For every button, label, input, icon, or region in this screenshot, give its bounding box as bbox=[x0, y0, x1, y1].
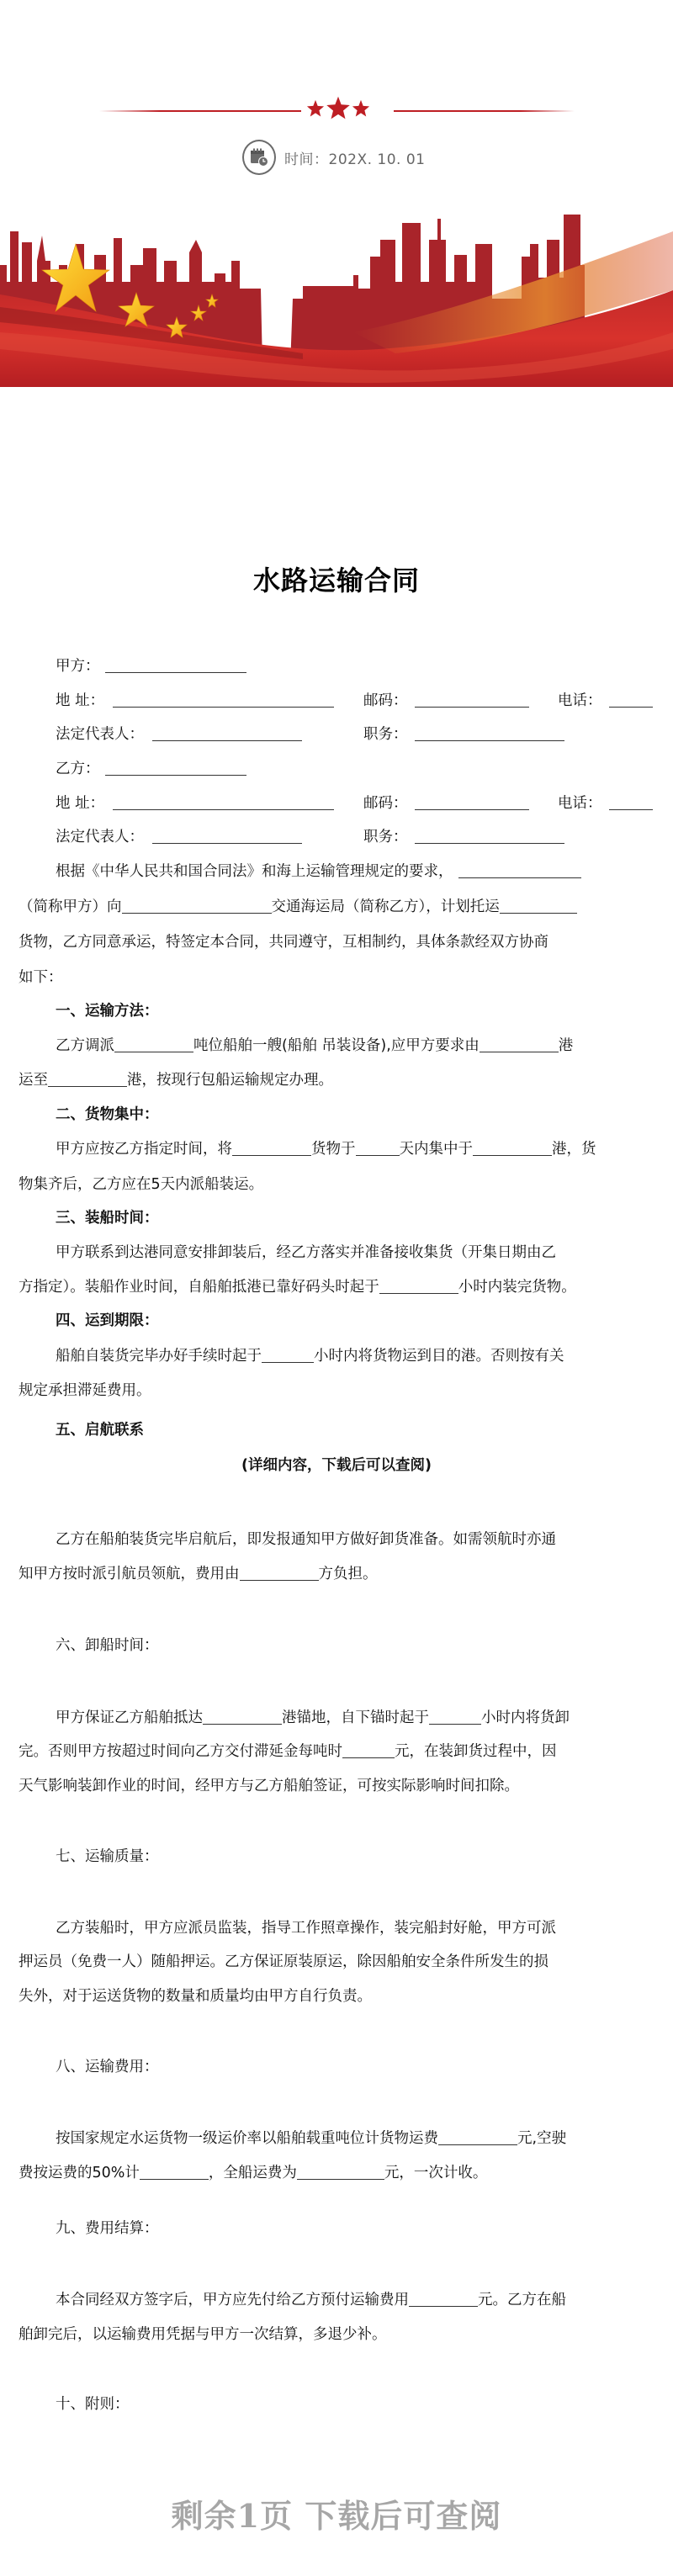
party-b-rep-row bbox=[56, 827, 302, 847]
party-a-position-label: 职务： bbox=[363, 726, 408, 743]
party-a-position-row bbox=[363, 724, 564, 745]
section-text: ，全船运费为 bbox=[208, 2165, 297, 2181]
banner-skyline-image bbox=[0, 215, 673, 387]
party-b-phone-row bbox=[558, 793, 653, 814]
divider-line-right bbox=[394, 110, 575, 112]
section-6-heading: 六、卸船时间： bbox=[56, 1637, 159, 1654]
section-text: 按国家规定水运货物一级运价率以船舶载重吨位计货物运费 bbox=[56, 2130, 438, 2147]
section-8-line-1 bbox=[56, 2128, 566, 2149]
party-b-zip-blank[interactable] bbox=[415, 794, 529, 810]
section-7-line-1: 乙方装船时，甲方应派员监装，指导工作照章操作，装完船封好舱，甲方可派 bbox=[56, 1920, 556, 1937]
section-6-line-1 bbox=[56, 1708, 570, 1728]
blank-field[interactable] bbox=[438, 2129, 517, 2145]
section-10-heading: 十、附则： bbox=[56, 2396, 130, 2413]
party-a-address-row bbox=[56, 691, 334, 711]
date-row bbox=[242, 138, 425, 177]
section-text: 港，按现行包船运输规定办理。 bbox=[127, 1072, 333, 1089]
blank-field[interactable] bbox=[480, 1036, 559, 1052]
section-1-line-2 bbox=[19, 1070, 333, 1090]
party-b-zip-row bbox=[363, 793, 529, 814]
blank-field[interactable] bbox=[140, 2164, 209, 2180]
party-a-rep-blank[interactable] bbox=[152, 725, 302, 741]
section-text: 乙方调派 bbox=[56, 1037, 114, 1054]
section-text: 甲方保证乙方船舶抵达 bbox=[56, 1709, 203, 1726]
party-b-position-blank[interactable] bbox=[415, 828, 564, 844]
section-3-line-1: 甲方联系到达港同意安排卸装后，经乙方落实并准备接收集货（开集日期由乙 bbox=[56, 1244, 556, 1261]
party-b-position-row bbox=[363, 827, 564, 847]
party-a-name-label: 甲方： bbox=[56, 658, 100, 675]
blank-field[interactable] bbox=[342, 1742, 395, 1758]
party-b-address-row bbox=[56, 793, 334, 814]
party-a-name-row bbox=[56, 656, 246, 676]
party-a-address-label: 地 址： bbox=[56, 692, 105, 709]
intro-line-1 bbox=[56, 861, 581, 882]
intro-line-2 bbox=[19, 897, 577, 917]
section-text: 完。否则甲方按超过时间向乙方交付滞延金每吨时 bbox=[19, 1743, 342, 1760]
party-b-phone-label: 电话： bbox=[558, 795, 602, 812]
party-a-zip-row bbox=[363, 691, 529, 711]
intro-line-4: 如下： bbox=[19, 969, 63, 986]
section-4-line-2: 规定承担滞延费用。 bbox=[19, 1382, 151, 1399]
section-text: 元,空驶 bbox=[517, 2130, 567, 2147]
blank-field[interactable] bbox=[473, 1140, 552, 1156]
intro-text: 交通海运局（简称乙方），计划托运 bbox=[271, 898, 500, 915]
party-a-phone-label: 电话： bbox=[558, 692, 602, 709]
party-b-address-label: 地 址： bbox=[56, 795, 105, 812]
intro-text: （简称甲方）向 bbox=[19, 898, 122, 915]
document-title: 水路运输合同 bbox=[252, 564, 420, 596]
section-text: 甲方应按乙方指定时间，将 bbox=[56, 1141, 232, 1158]
section-text: 方负担。 bbox=[318, 1566, 378, 1582]
party-a-zip-label: 邮码： bbox=[363, 692, 408, 709]
party-b-name-label: 乙方： bbox=[56, 761, 100, 777]
blank-field[interactable] bbox=[297, 2164, 384, 2180]
section-2-line-2: 物集齐后，乙方应在5天内派船装运。 bbox=[19, 1176, 264, 1193]
star-icon bbox=[326, 94, 351, 122]
party-b-phone-blank[interactable] bbox=[609, 794, 653, 810]
party-a-position-blank[interactable] bbox=[415, 725, 564, 741]
section-9-line-1 bbox=[56, 2290, 566, 2310]
section-text: 吨位船舶一艘(船舶 吊装设备),应甲方要求由 bbox=[193, 1037, 480, 1054]
section-3-line-2 bbox=[19, 1277, 576, 1297]
party-a-phone-blank[interactable] bbox=[609, 692, 653, 708]
section-6-line-2 bbox=[19, 1741, 557, 1762]
party-a-rep-label: 法定代表人： bbox=[56, 726, 144, 743]
section-7-line-3: 失外，对于运送货物的数量和质量均由甲方自行负责。 bbox=[19, 1988, 372, 2005]
section-text: 运至 bbox=[19, 1072, 48, 1089]
section-1-line-1 bbox=[56, 1036, 573, 1056]
blank-field[interactable] bbox=[262, 1347, 314, 1363]
section-text: 小时内装完货物。 bbox=[458, 1279, 576, 1296]
section-text: 船舶自装货完毕办好手续时起于 bbox=[56, 1348, 262, 1365]
intro-text: 根据《中华人民共和国合同法》和海上运输管理规定的要求， bbox=[56, 863, 453, 880]
blank-field[interactable] bbox=[500, 898, 577, 914]
star-icon bbox=[352, 99, 370, 118]
party-a-name-blank[interactable] bbox=[105, 657, 246, 673]
blank-field[interactable] bbox=[114, 1036, 193, 1052]
blank-field[interactable] bbox=[379, 1278, 458, 1294]
section-5-line-1: 乙方在船舶装货完毕启航后，即发报通知甲方做好卸货准备。如需领航时亦通 bbox=[56, 1531, 556, 1548]
section-8-heading: 八、运输费用： bbox=[56, 2059, 159, 2075]
section-text: 港，货 bbox=[552, 1141, 596, 1158]
party-b-name-blank[interactable] bbox=[105, 760, 246, 776]
section-5-line-2 bbox=[19, 1564, 378, 1584]
party-a-phone-row bbox=[558, 691, 653, 711]
section-text: 知甲方按时派引航员领航，费用由 bbox=[19, 1566, 240, 1582]
date-text: 时间：202X. 10. 01 bbox=[284, 151, 426, 168]
section-8-line-2 bbox=[19, 2163, 487, 2183]
section-text: 小时内将货卸 bbox=[481, 1709, 570, 1726]
blank-field[interactable] bbox=[122, 898, 272, 914]
section-4-heading: 四、运到期限： bbox=[56, 1312, 159, 1329]
section-1-heading: 一、运输方法： bbox=[56, 1003, 159, 1020]
calendar-clock-icon bbox=[242, 140, 276, 175]
section-text: 小时内将货物运到目的港。否则按有关 bbox=[314, 1348, 564, 1365]
star-icon bbox=[306, 99, 325, 118]
section-text: 本合同经双方签字后，甲方应先付给乙方预付运输费用 bbox=[56, 2292, 409, 2308]
party-a-address-blank[interactable] bbox=[113, 692, 334, 708]
section-text: 费按运费的50%计 bbox=[19, 2165, 140, 2181]
section-7-heading: 七、运输质量： bbox=[56, 1848, 159, 1865]
section-3-heading: 三、装船时间： bbox=[56, 1210, 159, 1227]
party-b-position-label: 职务： bbox=[363, 829, 408, 845]
section-4-line-1 bbox=[56, 1346, 564, 1366]
section-6-line-3: 天气影响装卸作业的时间，经甲方与乙方船舶签证，可按实际影响时间扣除。 bbox=[19, 1778, 519, 1794]
party-b-rep-label: 法定代表人： bbox=[56, 829, 144, 845]
intro-line-3: 货物，乙方同意承运，特签定本合同，共同遵守，互相制约，具体条款经双方协商 bbox=[19, 934, 548, 951]
section-text: 天内集中于 bbox=[399, 1141, 473, 1158]
section-text: 港锚地，自下锚时起于 bbox=[282, 1709, 429, 1726]
section-5-heading: 五、启航联系 bbox=[56, 1422, 144, 1439]
blank-field[interactable] bbox=[240, 1565, 319, 1581]
section-text: 元，在装卸货过程中，因 bbox=[395, 1743, 557, 1760]
section-2-heading: 二、货物集中： bbox=[56, 1106, 159, 1123]
section-text: 元，一次计收。 bbox=[384, 2165, 488, 2181]
blank-field[interactable] bbox=[232, 1140, 311, 1156]
section-text: 方指定）。装船作业时间，自船舶抵港已靠好码头时起于 bbox=[19, 1279, 379, 1296]
party-a-zip-blank[interactable] bbox=[415, 692, 529, 708]
remaining-pages-download-link[interactable]: 剩余1页 下载后可查阅 bbox=[171, 2497, 502, 2535]
download-notice: (详细内容，下载后可以查阅) bbox=[241, 1457, 432, 1474]
section-text: 元。乙方在船 bbox=[478, 2292, 566, 2308]
blank-field[interactable] bbox=[203, 1709, 282, 1725]
party-b-name-row bbox=[56, 759, 246, 779]
blank-field[interactable] bbox=[356, 1140, 400, 1156]
party-a-rep-row bbox=[56, 724, 302, 745]
section-7-line-2: 押运员（免费一人）随船押运。乙方保证原装原运，除因船舶安全条件所发生的损 bbox=[19, 1953, 548, 1970]
section-9-heading: 九、费用结算： bbox=[56, 2220, 159, 2237]
divider-line-left bbox=[99, 110, 301, 112]
blank-field[interactable] bbox=[458, 862, 581, 878]
party-b-rep-blank[interactable] bbox=[152, 828, 302, 844]
blank-field[interactable] bbox=[429, 1709, 481, 1725]
blank-field[interactable] bbox=[48, 1071, 127, 1087]
section-2-line-1 bbox=[56, 1139, 596, 1159]
section-text: 港 bbox=[558, 1037, 574, 1054]
party-b-address-blank[interactable] bbox=[113, 794, 334, 810]
blank-field[interactable] bbox=[409, 2291, 478, 2307]
section-text: 货物于 bbox=[311, 1141, 356, 1158]
party-b-zip-label: 邮码： bbox=[363, 795, 408, 812]
section-9-line-2: 舶卸完后，以运输费用凭据与甲方一次结算，多退少补。 bbox=[19, 2326, 387, 2343]
